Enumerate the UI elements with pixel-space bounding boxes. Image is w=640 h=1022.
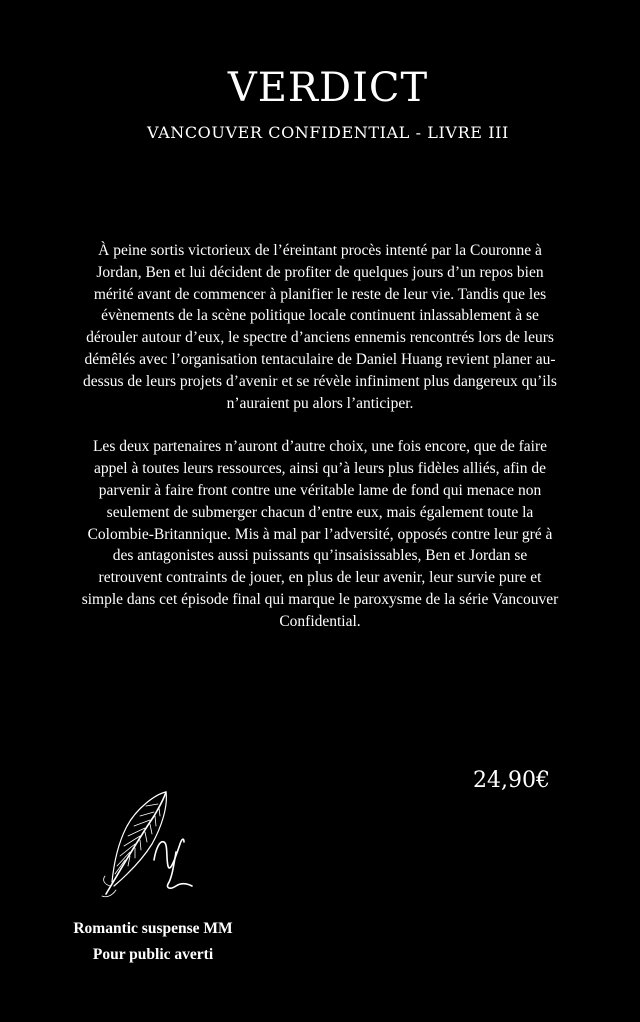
audience-label: Pour public averti <box>92 946 214 963</box>
blurb-paragraph-1: À peine sortis victorieux de l’éreintant procès intenté par la Couronne à Jordan, Ben et lui décident de profiter de quelques jours d’un repos bien mérité avant de commencer à planifier le reste de leur vie. Tandis que les évènements de la scène politique locale continuent inlassablement à se dérouler autour d’eux, le spectre d’anciens ennemis rencontrés lors de leurs démêlés avec l’organisation tentaculaire de Daniel Huang revient planer au-dessus de leurs projets d’avenir et se révèle infiniment plus dangereux qu’ils n’auraient pu alors l’anticiper. <box>83 242 557 412</box>
genre-label: Romantic suspense MM <box>73 920 233 937</box>
blurb-paragraph-2: Les deux partenaires n’auront d’autre choix, une fois encore, que de faire appel à toutes leurs ressources, ainsi qu’à leurs plus fidèles alliés, afin de parvenir à faire front contre une véritable lame de fond qui menace non seulement de submerger chacun d’entre eux, mais également toute la Colombie-Britannique. Mis à mal par l’adversité, opposés contre leur gré à des antagonistes aussi puissants qu’insaisissables, Ben et Jordan se retrouvent contraints de jouer, en plus de leur avenir, leur survie pure et simple dans cet épisode final qui marque le paroxysme de la série Vancouver Confidential. <box>81 438 559 630</box>
book-title: VERDICT <box>227 65 429 111</box>
series-subtitle: VANCOUVER CONFIDENTIAL - LIVRE III <box>147 123 509 142</box>
footer-info <box>40 916 266 968</box>
feather-monogram-icon <box>96 786 206 902</box>
price-label: 24,90€ <box>473 768 550 793</box>
back-cover-blurb <box>80 240 560 655</box>
